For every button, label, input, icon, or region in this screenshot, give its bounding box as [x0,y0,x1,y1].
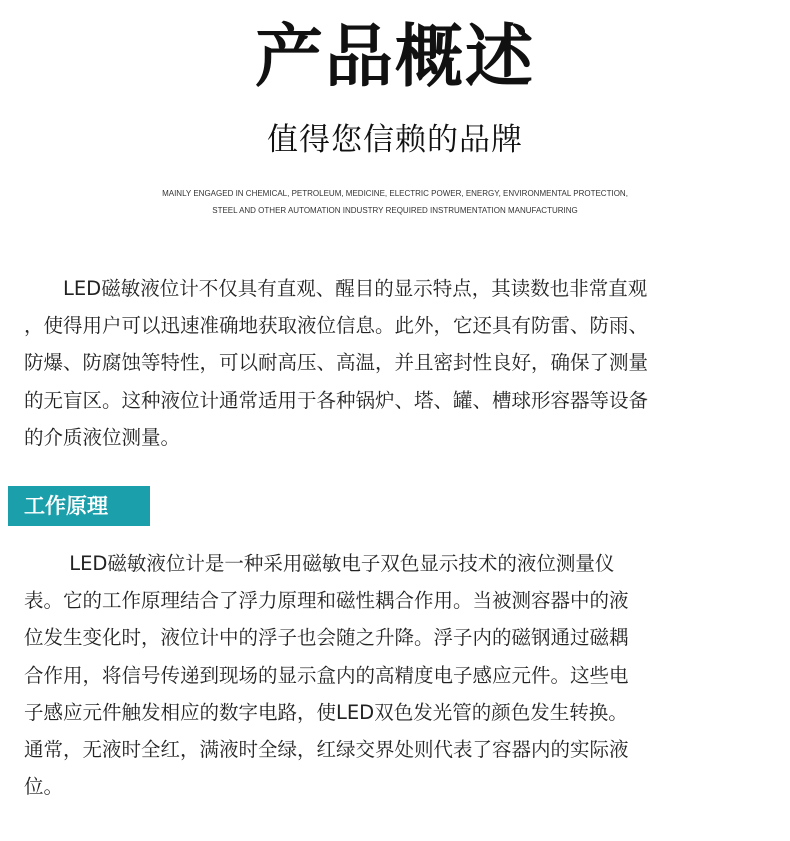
paragraph-line: 通常，无液时全红，满液时全绿，红绿交界处则代表了容器内的实际液 [24,738,629,762]
paragraph-line: LED磁敏液位计是一种采用磁敏电子双色显示技术的液位测量仪 [24,552,615,575]
paragraph-line: 位发生变化时，液位计中的浮子也会随之升降。浮子内的磁钢通过磁耦 [24,626,629,650]
paragraph-line: 表。它的工作原理结合了浮力原理和磁性耦合作用。当被测容器中的液 [24,589,629,613]
paragraph-line: 位。 [24,775,64,799]
paragraph-line: 防爆、防腐蚀等特性，可以耐高压、高温，并且密封性良好，确保了测量 [24,351,649,375]
english-tagline-line-1: MAINLY ENGAGED IN CHEMICAL, PETROLEUM, MEDICINE, ELECTRIC POWER, ENERGY, ENVIRONMENTAL PROTECTION, [162,189,628,198]
overview-paragraph [24,270,768,456]
paragraph-line: 的无盲区。这种液位计通常适用于各种锅炉、塔、罐、槽球形容器等设备 [24,388,649,412]
paragraph-line: 子感应元件触发相应的数字电路，使LED双色发光管的颜色发生转换。 [24,700,628,724]
paragraph-line: ，使得用户可以迅速准确地获取液位信息。此外，它还具有防雷、防雨、 [24,314,649,338]
paragraph-line: 合作用，将信号传递到现场的显示盒内的高精度电子感应元件。这些电 [24,663,629,687]
section-heading-working-principle: 工作原理 [8,486,150,526]
principle-paragraph [24,545,768,805]
english-tagline-line-2: STEEL AND OTHER AUTOMATION INDUSTRY REQUIRED INSTRUMENTATION MANUFACTURING [212,206,578,215]
page-title: 产品概述 [254,18,535,97]
paragraph-line: LED磁敏液位计不仅具有直观、醒目的显示特点，其读数也非常直观 [24,277,648,300]
page-subtitle: 值得您信赖的品牌 [267,122,523,158]
paragraph-line: 的介质液位测量。 [24,425,181,449]
